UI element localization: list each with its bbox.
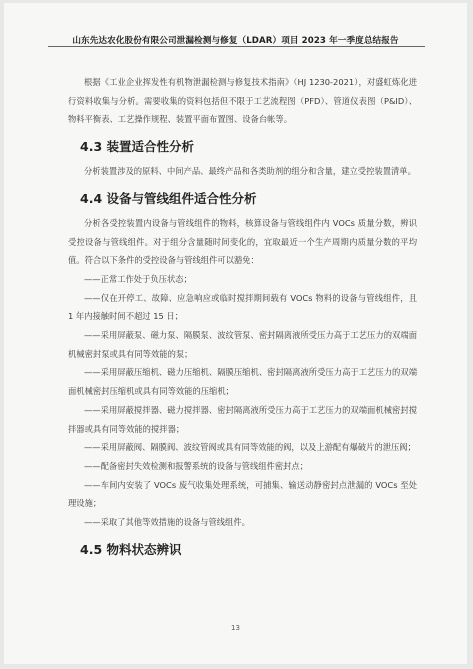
page-content xyxy=(68,73,417,565)
intro-paragraph: 根据《工业企业挥发性有机物泄漏检测与修复技术指南》（HJ 1230-2021），对盛虹炼化进行资料收集与分析。需要收集的资料包括但不限于工艺流程图（PFD）、管道仪表图（P&ID）、物料平衡表、工艺操作规程、装置平面布置图、设备台帐等。 xyxy=(68,77,417,125)
exemption-item: ——车间内安装了 VOCs 废气收集处理系统，可捕集、输送动静密封点泄漏的 VOCs 至处理设施； xyxy=(68,479,417,509)
section-4-4-paragraph: 分析各受控装置内设备与管线组件的物料，核算设备与管线组件内 VOCs 质量分数，辨识受控设备与管线组件。对于组分含量随时间变化的，宜取最近一个生产周期内质量分数的平均值。符合以下条件的受控设备与管线组件可以豁免： xyxy=(68,217,417,266)
page-header: 山东先达农化股份有限公司泄漏检测与修复（LDAR）项目 2023 年一季度总结报告 xyxy=(72,36,399,46)
page-number: 13 xyxy=(231,624,240,632)
exemption-item: ——采用屏蔽阀、隔膜阀、波纹管阀或具有同等效能的阀，以及上游配有爆破片的泄压阀； xyxy=(84,442,416,453)
section-4-3-heading: 4.3 装置适合性分析 xyxy=(80,139,194,155)
document-page xyxy=(4,3,467,664)
exemption-item: ——采用屏蔽压缩机、磁力压缩机、隔膜压缩机、密封隔离液所受压力高于工艺压力的双端面机械密封压缩机或具有同等效能的压缩机； xyxy=(68,367,417,397)
section-4-4-heading: 4.4 设备与管线组件适合性分析 xyxy=(80,190,257,206)
exemption-item: ——仅在开停工、故障、应急响应或临时搅拌期间载有 VOCs 物料的设备与管线组件，且 1 年内接触时间不超过 15 日； xyxy=(68,292,417,322)
section-4-3-paragraph: 分析装置涉及的原料、中间产品、最终产品和各类助剂的组分和含量，建立受控装置清单。 xyxy=(84,166,416,177)
exemption-item: ——采用屏蔽搅拌器、磁力搅拌器、密封隔离液所受压力高于工艺压力的双端面机械密封搅拌器或具有同等效能的搅拌器； xyxy=(68,404,417,434)
exemption-item: ——采取了其他等效措施的设备与管线组件。 xyxy=(84,517,250,528)
header-divider xyxy=(48,46,425,47)
exemption-item: ——采用屏蔽泵、磁力泵、隔膜泵、波纹管泵、密封隔离液所受压力高于工艺压力的双端面机械密封泵或具有同等效能的泵； xyxy=(68,330,417,359)
exemption-item: ——配备密封失效检测和报警系统的设备与管线组件密封点； xyxy=(84,460,309,471)
section-4-5-heading: 4.5 物料状态辨识 xyxy=(80,541,182,557)
exemption-item: ——正常工作处于负压状态； xyxy=(84,273,192,284)
